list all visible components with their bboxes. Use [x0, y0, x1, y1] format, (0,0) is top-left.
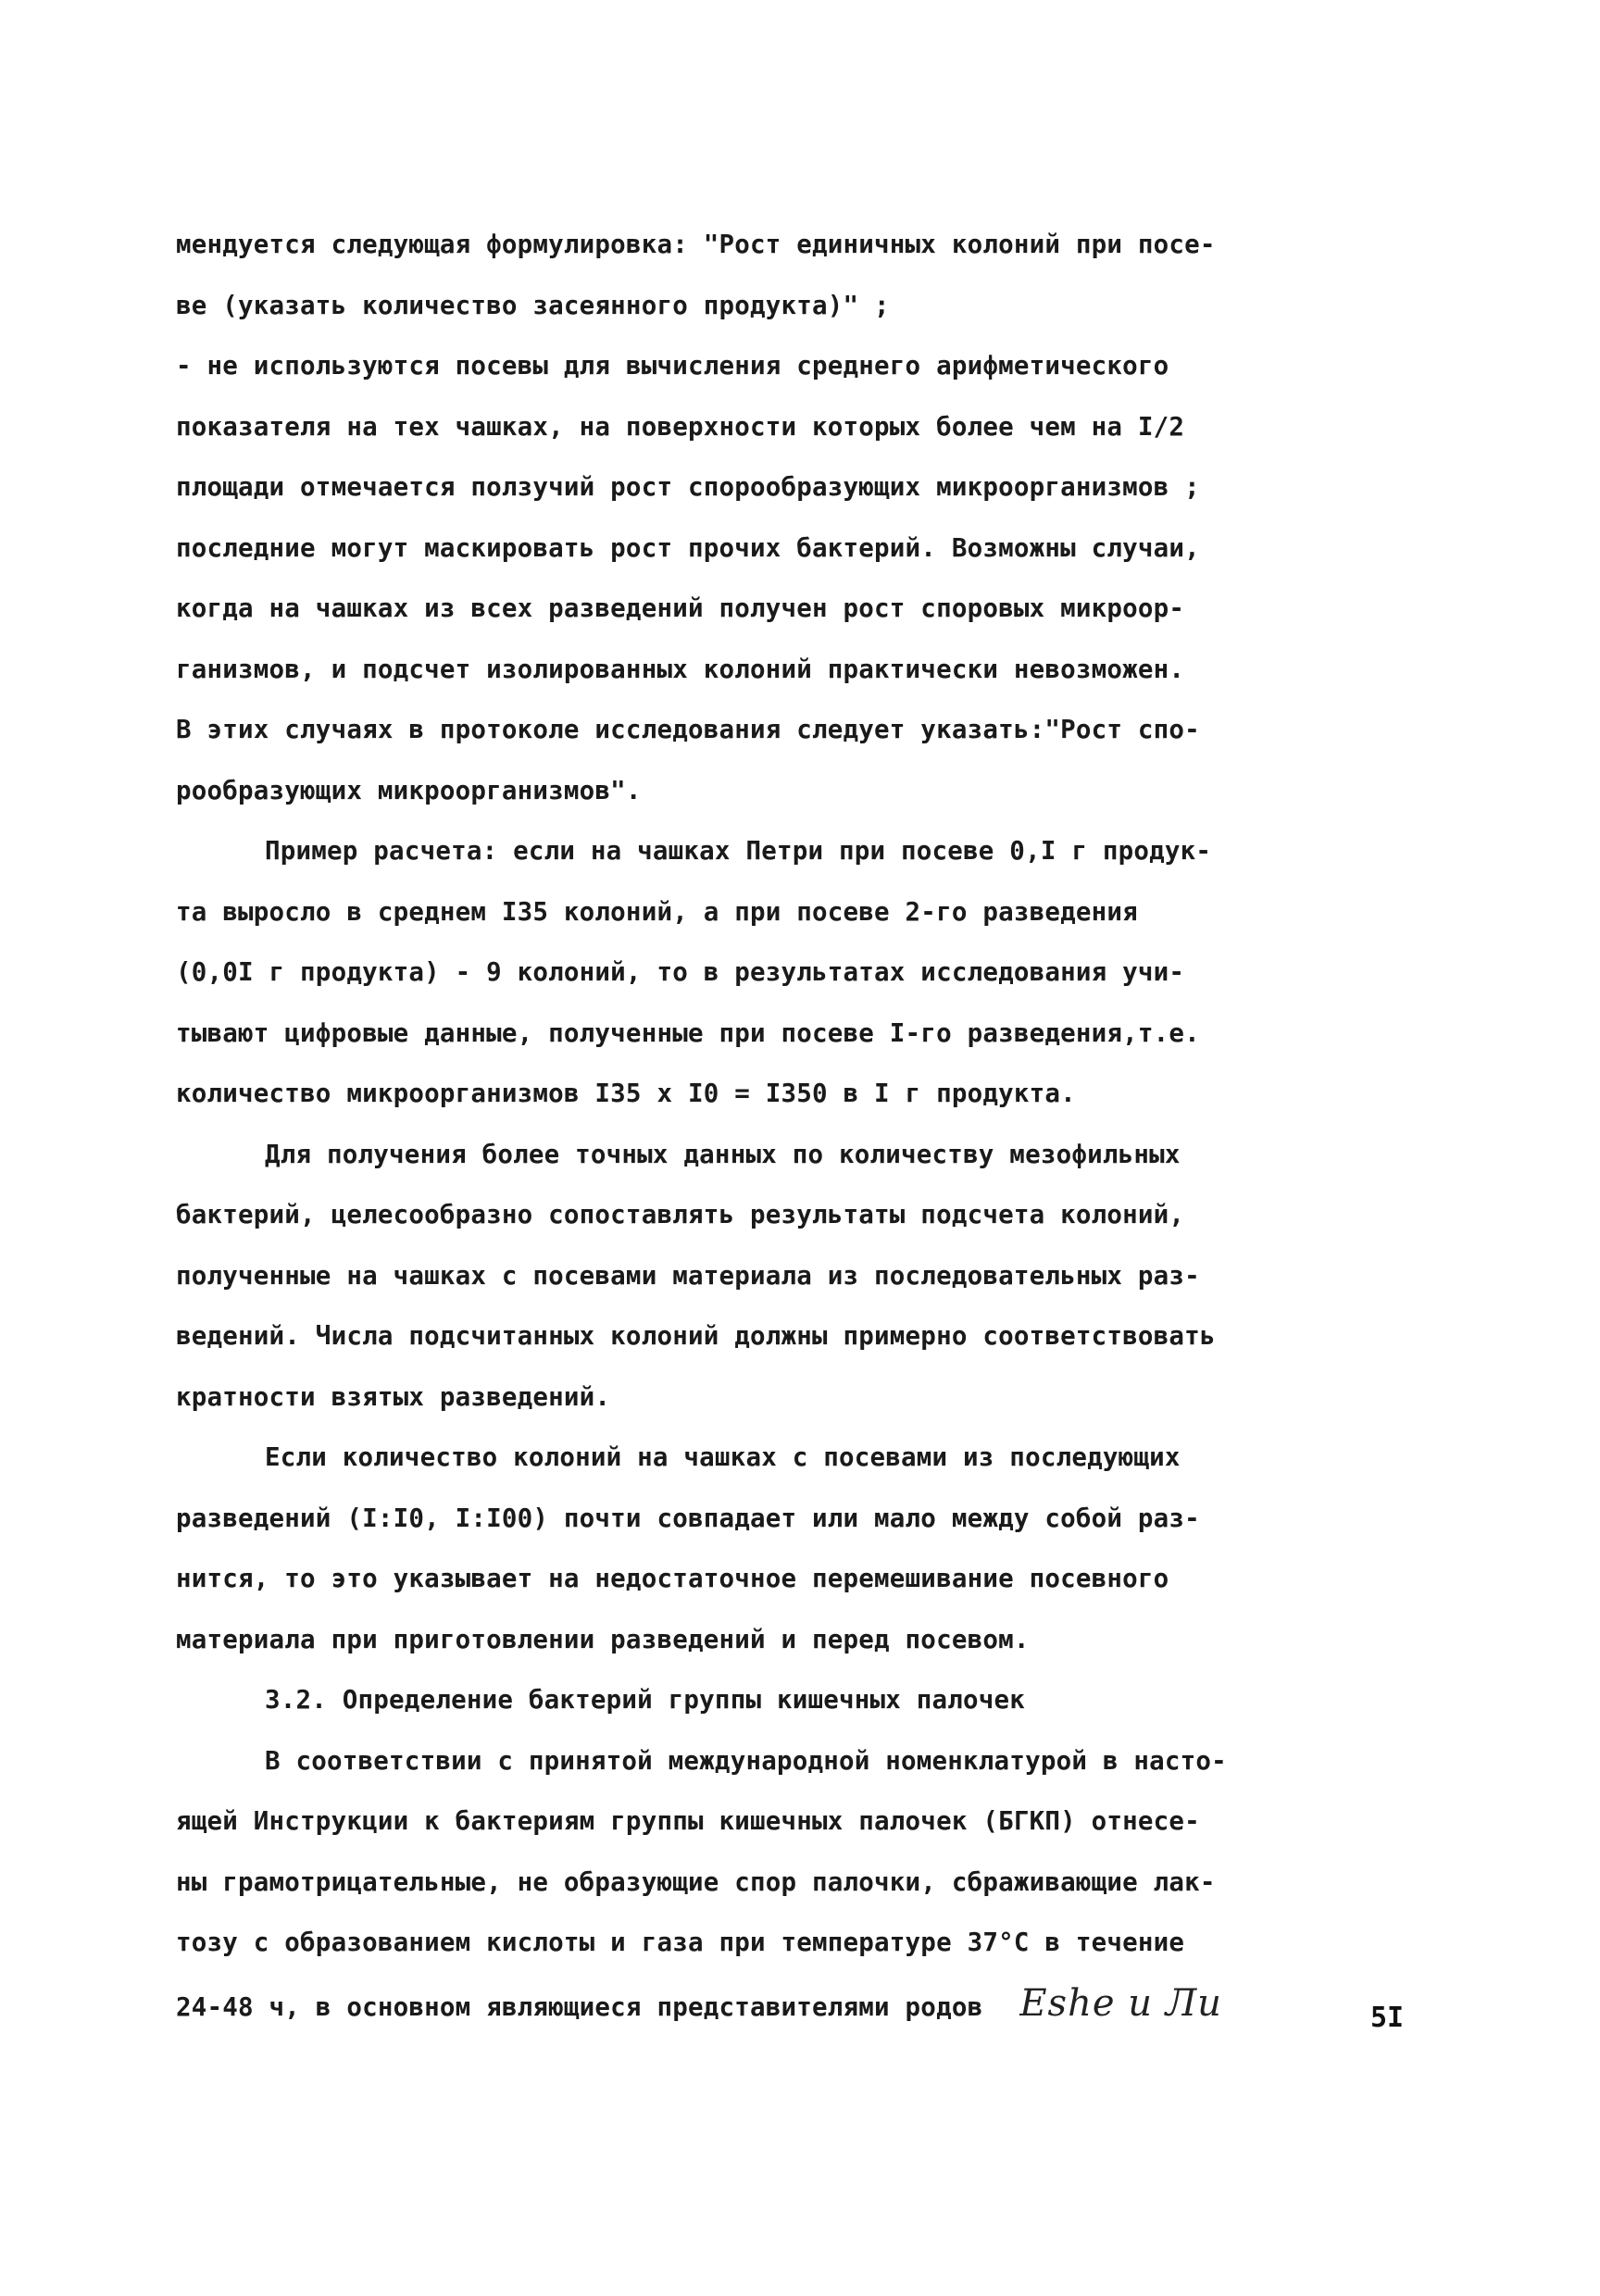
text-line: показателя на тех чашках, на поверхности которых более чем на I/2	[176, 411, 1185, 442]
text-line: Для получения более точных данных по количеству мезофильных	[265, 1139, 1181, 1169]
text-line: разведений (I:I0, I:I00) почти совпадает или мало между собой раз-	[176, 1503, 1200, 1533]
text-line: В этих случаях в протоколе исследования следует указать:"Рост спо-	[176, 715, 1200, 744]
text-line: количество микроорганизмов I35 x I0 = I350 в I г продукта.	[176, 1079, 1076, 1108]
body-text	[176, 215, 1435, 2034]
text-line: площади отмечается ползучий рост спорообразующих микроорганизмов ;	[176, 472, 1200, 502]
text-line: ны грамотрицательные, не образующие спор палочки, сбраживающие лак-	[176, 1866, 1216, 1897]
text-line: В соответствии с принятой международной номенклатурой в насто-	[265, 1745, 1227, 1776]
text-line-last	[176, 1974, 1435, 2035]
text-line: когда на чашках из всех разведений получен рост споровых микроор-	[176, 593, 1185, 623]
text-line: тозу с образованием кислоты и газа при температуре 37°С в течение	[176, 1928, 1185, 1957]
text-line: бактерий, целесообразно сопоставлять результаты подсчета колоний,	[176, 1200, 1185, 1229]
text-line: ганизмов, и подсчет изолированных колоний практически невозможен.	[176, 654, 1185, 684]
section-heading: 3.2. Определение бактерий группы кишечных палочек	[265, 1685, 1026, 1715]
text-line: ве (указать количество засеянного продукта)" ;	[176, 290, 890, 320]
text-line: Пример расчета: если на чашках Петри при посеве 0,I г продук-	[265, 836, 1212, 866]
page-number: 5I	[1370, 2002, 1405, 2034]
text-line: мендуется следующая формулировка: "Рост единичных колоний при посе-	[176, 230, 1216, 259]
text-line: кратности взятых разведений.	[176, 1381, 611, 1412]
text-line: последние могут маскировать рост прочих бактерий. Возможны случаи,	[176, 532, 1200, 563]
text-line: Если количество колоний на чашках с посевами из последующих	[265, 1442, 1181, 1472]
text-line: (0,0I г продукта) - 9 колоний, то в результатах исследования учи-	[176, 957, 1185, 987]
text-line: - не используются посевы для вычисления среднего арифметического	[176, 351, 1169, 381]
text-line: та выросло в среднем I35 колоний, а при посеве 2-го разведения	[176, 896, 1138, 927]
text-line: полученные на чашках с посевами материала из последовательных раз-	[176, 1260, 1200, 1291]
last-line-text: 24-48 ч, в основном являющиеся представителями родов	[176, 1991, 983, 2022]
text-line: материала при приготовлении разведений и перед посевом.	[176, 1624, 1030, 1654]
text-line: ящей Инструкции к бактериям группы кишечных палочек (БГКП) отнесе-	[176, 1806, 1200, 1836]
text-line: рообразующих микроорганизмов".	[176, 775, 642, 805]
text-line: тывают цифровые данные, полученные при посеве I-го разведения,т.е.	[176, 1017, 1200, 1048]
text-line: нится, то это указывает на недостаточное перемешивание посевного	[176, 1564, 1169, 1593]
text-line: ведений. Числа подсчитанных колоний должны примерно соответствовать	[176, 1321, 1216, 1351]
handwritten-word: Eshe и Ли	[1019, 1981, 1222, 2025]
